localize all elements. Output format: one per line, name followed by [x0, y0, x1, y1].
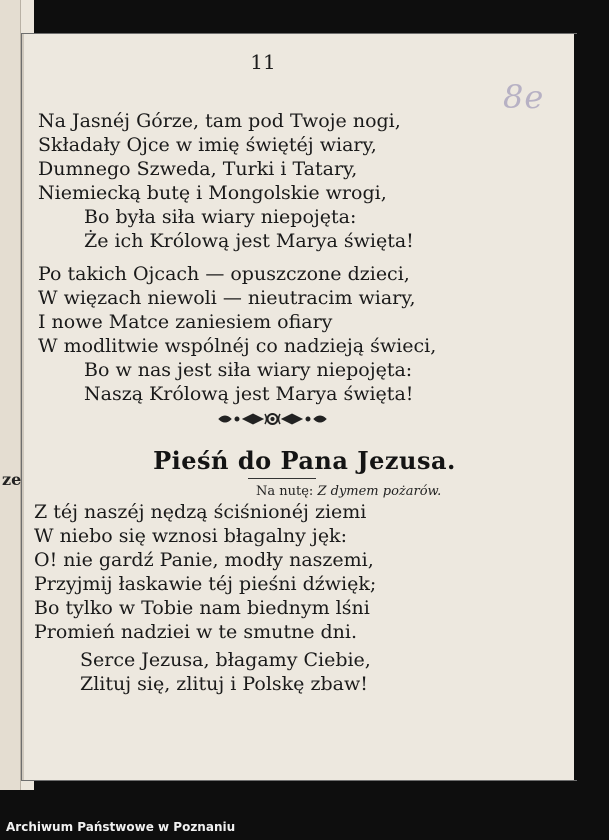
verse-line: Promień nadziei w te smutne dni. [34, 621, 357, 643]
verse-line: Serce Jezusa, błagamy Ciebie, [80, 649, 371, 671]
title-rule [248, 478, 316, 479]
verse-line: Przyjmij łaskawie téj pieśni dźwięk; [34, 573, 377, 595]
verse-line: Po takich Ojcach — opuszczone dzieci, [38, 263, 410, 285]
verse-line: Z téj naszéj nędzą ściśnionéj ziemi [34, 501, 367, 523]
verse-line: Składały Ojce w imię świętéj wiary, [38, 134, 377, 156]
tune-prefix: Na nutę: [256, 484, 314, 499]
verse-line: Że ich Królową jest Marya święta! [84, 230, 414, 252]
right-background-strip [574, 34, 609, 780]
left-page-edge-text: ze [2, 470, 22, 489]
archive-credit: Archiwum Państwowe w Poznaniu [6, 820, 236, 834]
verse-line: Niemiecką butę i Mongolskie wrogi, [38, 182, 387, 204]
pencil-annotation: 8e [503, 78, 545, 116]
verse-line: Naszą Królową jest Marya święta! [84, 383, 414, 405]
verse-line: Bo była siła wiary niepojęta: [84, 206, 357, 228]
tune-note [256, 484, 441, 499]
verse-line: W więzach niewoli — nieutracim wiary, [38, 287, 416, 309]
verse-line: Bo w nas jest siła wiary niepojęta: [84, 359, 413, 381]
verse-line: I nowe Matce zaniesiem ofiary [38, 311, 333, 333]
verse-line: Bo tylko w Tobie nam biednym lśni [34, 597, 370, 619]
verse-line: O! nie gardź Panie, modły naszemi, [34, 549, 374, 571]
ornament-divider [215, 410, 330, 428]
verse-line: W modlitwie wspólnéj co nadzieją świeci, [38, 335, 437, 357]
verse-line: Na Jasnéj Górze, tam pod Twoje nogi, [38, 110, 401, 132]
song-title: Pieśń do Pana Jezusa. [153, 446, 456, 475]
verse-line: Dumnego Szweda, Turki i Tatary, [38, 158, 358, 180]
left-page-fold [0, 0, 21, 790]
verse-line: W niebo się wznosi błagalny jęk: [34, 525, 347, 547]
tune-name: Z dymem pożarów. [317, 484, 442, 499]
page-number: 11 [250, 50, 276, 74]
verse-line: Zlituj się, zlituj i Polskę zbaw! [80, 673, 368, 695]
